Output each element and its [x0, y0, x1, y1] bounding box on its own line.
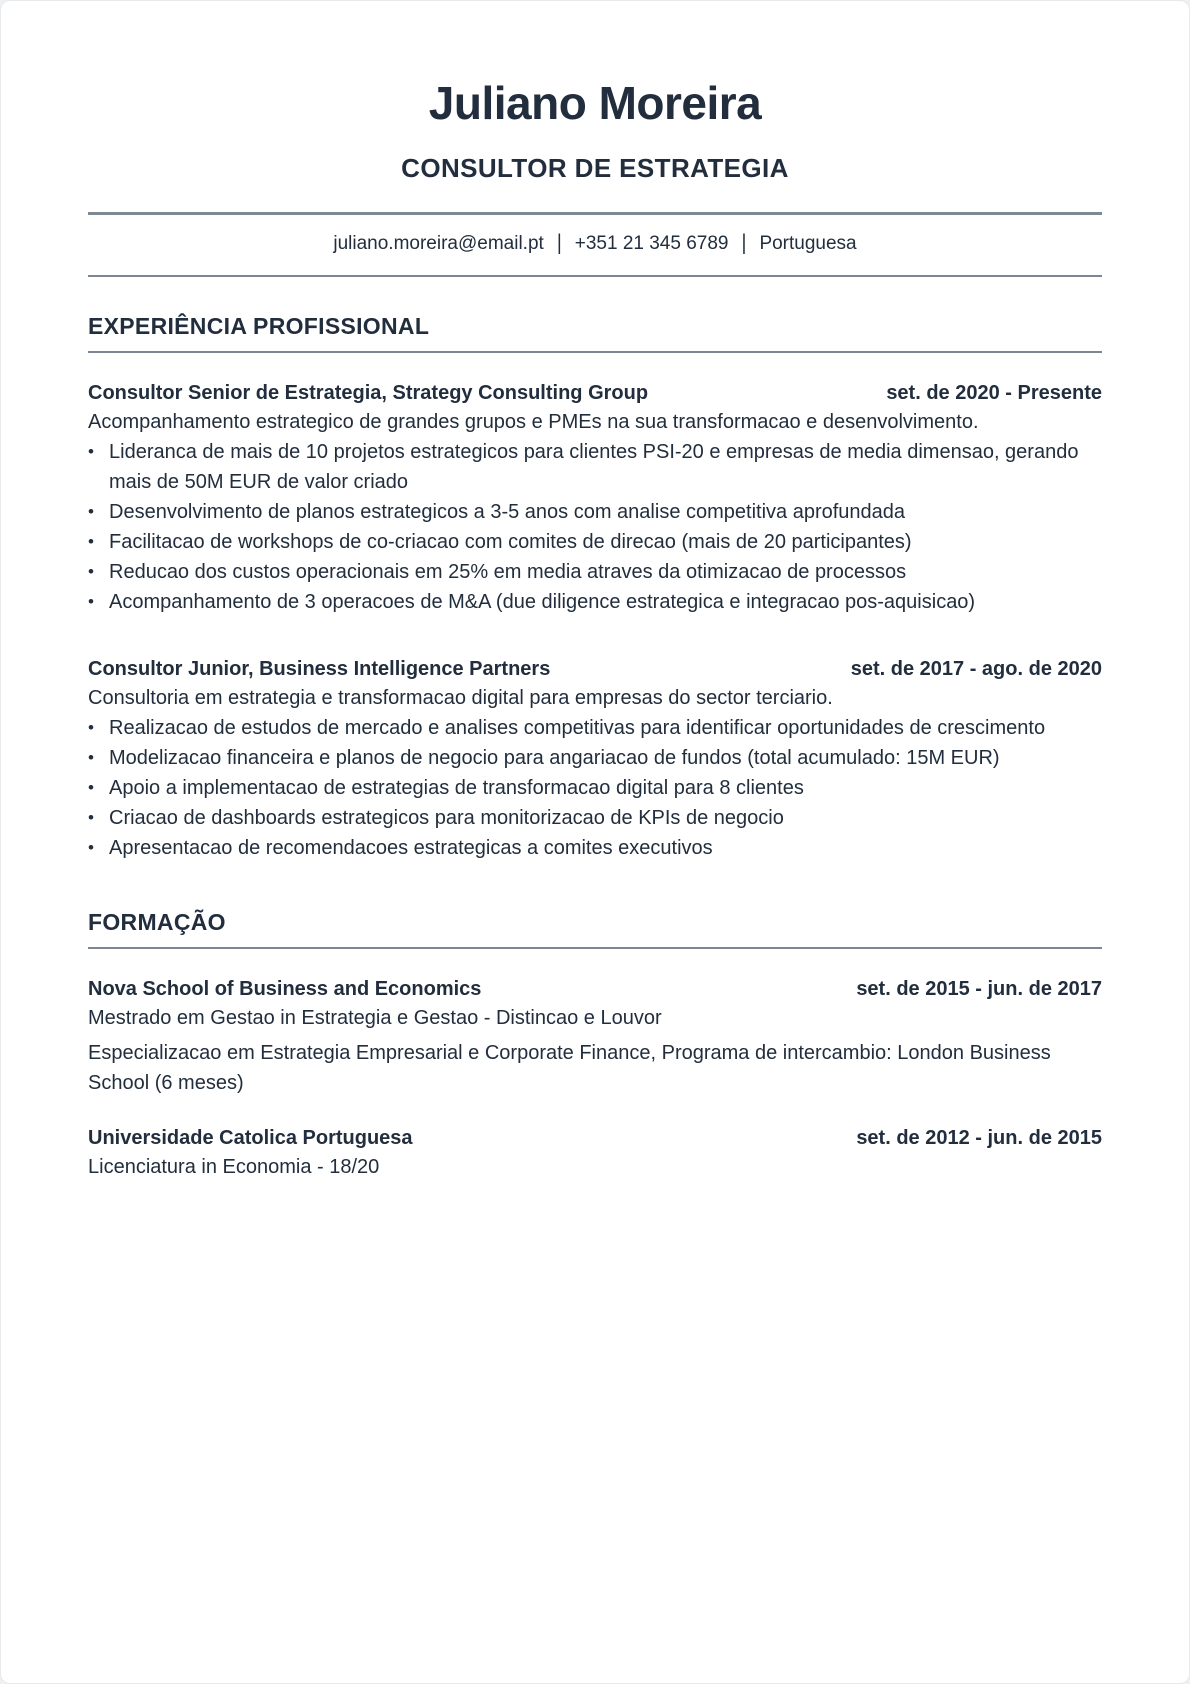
section-education — [88, 909, 1102, 1182]
school-details: Especializacao em Estrategia Empresarial e Corporate Finance, Programa de intercambio: London Business School (6 meses) — [88, 1041, 1051, 1094]
job-entry — [88, 379, 1102, 617]
job-title: Consultor Junior, Business Intelligence Partners — [88, 657, 551, 680]
education-section-heading: FORMAÇÃO — [88, 908, 226, 935]
bullet-item — [88, 713, 1102, 743]
experience-heading-divider — [88, 351, 1102, 353]
job-title: Consultor Senior de Estrategia, Strategy Consulting Group — [88, 381, 649, 404]
job-header — [88, 379, 1102, 407]
bullet-text: Realizacao de estudos de mercado e analises competitivas para identificar oportunidades de crescimento — [109, 716, 1046, 739]
contact-phone: +351 21 345 6789 — [574, 232, 729, 254]
bullet-text: Apoio a implementacao de estrategias de transformacao digital para 8 clientes — [109, 776, 804, 799]
bullet-dot-icon: • — [88, 777, 94, 797]
bullet-text: Facilitacao de workshops de co-criacao com comites de direcao (mais de 20 participantes) — [109, 530, 912, 553]
bullet-item — [88, 773, 1102, 803]
bullet-dot-icon: • — [88, 561, 94, 581]
education-heading-divider — [88, 947, 1102, 949]
job-entry — [88, 655, 1102, 863]
experience-section-heading: EXPERIÊNCIA PROFISSIONAL — [88, 312, 430, 339]
job-summary: Consultoria em estrategia e transformacao digital para empresas do sector terciario. — [88, 686, 833, 709]
bullet-dot-icon: • — [88, 837, 94, 857]
contact-separator: | — [741, 231, 747, 256]
job-bullet-list — [88, 437, 1102, 617]
bullet-dot-icon: • — [88, 441, 94, 461]
bullet-text: Reducao dos custos operacionais em 25% em media atraves da otimizacao de processos — [109, 560, 907, 583]
bullet-item — [88, 587, 1102, 617]
job-header — [88, 655, 1102, 683]
school-degree: Mestrado em Gestao in Estrategia e Gestao - Distincao e Louvor — [88, 1006, 662, 1029]
bullet-text: Acompanhamento de 3 operacoes de M&A (due diligence estrategica e integracao pos-aquisicao) — [109, 590, 976, 613]
bullet-text: Lideranca de mais de 10 projetos estrategicos para clientes PSI-20 e empresas de media dimensao, gerando mais de 50M EUR de valor criado — [109, 440, 1079, 493]
candidate-role-title: CONSULTOR DE ESTRATEGIA — [401, 152, 789, 183]
bullet-text: Desenvolvimento de planos estrategicos a 3-5 anos com analise competitiva aprofundada — [109, 500, 906, 523]
bullet-dot-icon: • — [88, 501, 94, 521]
bullet-dot-icon: • — [88, 531, 94, 551]
bullet-text: Apresentacao de recomendacoes estrategicas a comites executivos — [109, 836, 713, 859]
bullet-dot-icon: • — [88, 591, 94, 611]
bullet-item — [88, 557, 1102, 587]
bullet-item — [88, 833, 1102, 863]
job-summary: Acompanhamento estrategico de grandes grupos e PMEs na sua transformacao e desenvolvimento. — [88, 410, 979, 433]
contact-divider — [88, 275, 1102, 277]
contact-nationality: Portuguesa — [759, 232, 857, 254]
contact-line — [88, 230, 1102, 258]
school-entry — [88, 975, 1102, 1098]
contact-separator: | — [556, 231, 562, 256]
bullet-text: Modelizacao financeira e planos de negocio para angariacao de fundos (total acumulado: 15M EUR) — [109, 746, 1000, 769]
bullet-item — [88, 527, 1102, 557]
job-bullet-list — [88, 713, 1102, 863]
bullet-dot-icon: • — [88, 807, 94, 827]
bullet-item — [88, 437, 1102, 497]
candidate-name: Juliano Moreira — [428, 77, 762, 129]
bullet-item — [88, 803, 1102, 833]
school-degree: Licenciatura in Economia - 18/20 — [88, 1155, 380, 1178]
resume-header — [88, 79, 1102, 277]
job-dates: set. de 2017 - ago. de 2020 — [850, 657, 1102, 680]
section-experience — [88, 313, 1102, 863]
bullet-dot-icon: • — [88, 717, 94, 737]
school-dates: set. de 2015 - jun. de 2017 — [856, 977, 1102, 1000]
bullet-text: Criacao de dashboards estrategicos para monitorizacao de KPIs de negocio — [109, 806, 784, 829]
contact-email: juliano.moreira@email.pt — [333, 232, 544, 254]
school-entry — [88, 1124, 1102, 1182]
school-header — [88, 975, 1102, 1003]
bullet-item — [88, 497, 1102, 527]
bullet-dot-icon: • — [88, 747, 94, 767]
job-dates: set. de 2020 - Presente — [886, 381, 1102, 404]
school-name: Universidade Catolica Portuguesa — [88, 1126, 413, 1149]
school-header — [88, 1124, 1102, 1152]
school-name: Nova School of Business and Economics — [88, 977, 482, 1000]
bullet-item — [88, 743, 1102, 773]
header-divider — [88, 212, 1102, 215]
school-dates: set. de 2012 - jun. de 2015 — [856, 1126, 1102, 1149]
